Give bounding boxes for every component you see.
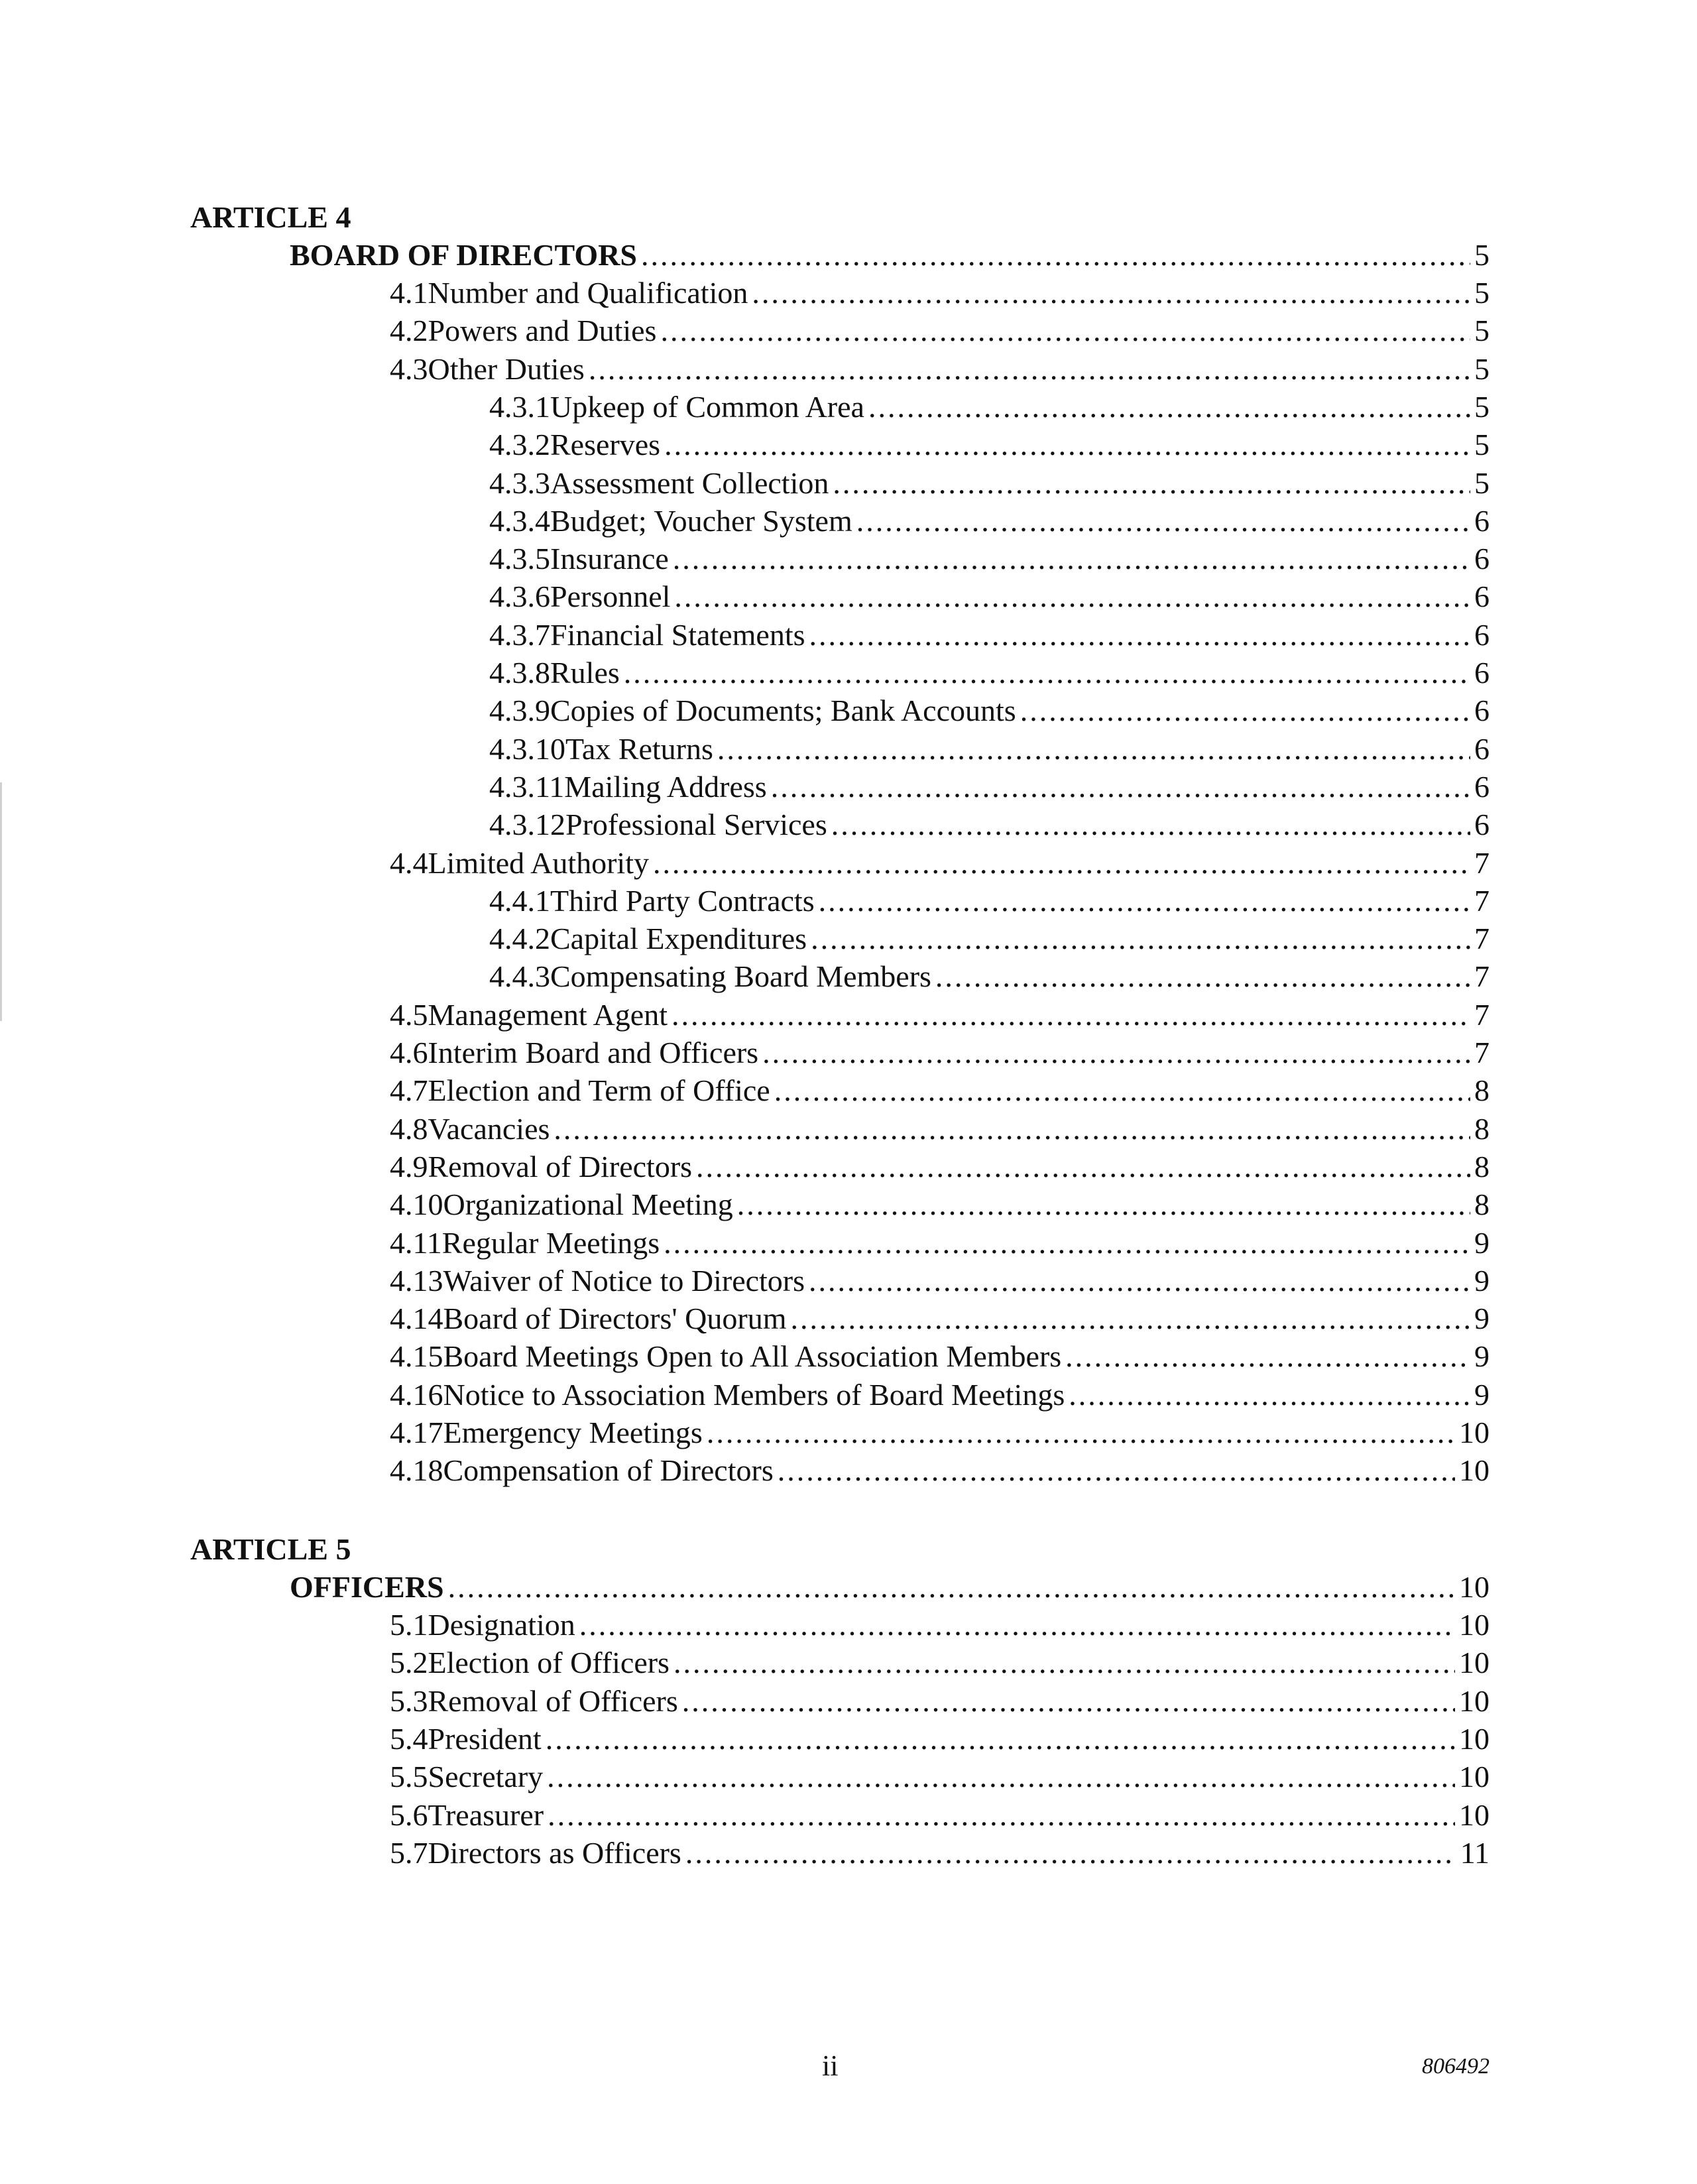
toc-entry[interactable] [390, 274, 1490, 312]
page-number: 10 [1459, 1722, 1490, 1756]
dot-leader [856, 502, 1470, 540]
dot-leader [653, 844, 1470, 882]
toc-entry[interactable] [390, 1720, 1490, 1758]
page-number: 6 [1474, 808, 1490, 841]
section-number: 4.4.1 [489, 884, 550, 918]
dot-leader [589, 350, 1470, 388]
section-title: Number and Qualification [428, 276, 748, 310]
dot-leader [579, 1606, 1455, 1644]
toc-entry[interactable] [390, 654, 1490, 692]
dot-leader [660, 312, 1470, 349]
dot-leader [737, 1185, 1470, 1223]
page-number: 10 [1459, 1798, 1490, 1832]
section-number: 4.4 [390, 846, 428, 880]
page-number: 7 [1474, 846, 1490, 880]
section-number: 4.3.11 [489, 770, 565, 804]
dot-leader [682, 1682, 1455, 1720]
dot-leader [868, 388, 1470, 426]
page-number: 7 [1474, 884, 1490, 918]
section-number: 4.3.2 [489, 428, 550, 461]
section-title: Regular Meetings [441, 1226, 660, 1260]
page-number: 6 [1474, 770, 1490, 804]
article-4-title: BOARD OF DIRECTORS [290, 238, 637, 272]
section-number: 4.16 [390, 1378, 443, 1412]
toc-entry[interactable] [390, 1071, 1490, 1109]
toc-entry[interactable] [390, 616, 1490, 654]
article-4-heading: ARTICLE 4 [190, 200, 351, 234]
section-title: Financial Statements [550, 618, 805, 652]
section-title: Third Party Contracts [550, 884, 815, 918]
dot-leader [791, 1300, 1471, 1337]
toc-entry[interactable] [390, 540, 1490, 577]
section-number: 4.14 [390, 1302, 443, 1335]
dot-leader [685, 1834, 1456, 1872]
section-title: Other Duties [428, 352, 585, 386]
dot-leader [673, 540, 1470, 577]
section-title: Waiver of Notice to Directors [443, 1264, 805, 1298]
section-number: 4.5 [390, 998, 428, 1032]
section-number: 4.3.10 [489, 732, 565, 766]
page-number: 8 [1474, 1112, 1490, 1146]
dot-leader [641, 236, 1470, 274]
page-number: 5 [1474, 352, 1490, 386]
page-number: 6 [1474, 504, 1490, 538]
page-number: 7 [1474, 998, 1490, 1032]
section-title: Designation [428, 1608, 575, 1642]
toc-entry[interactable] [390, 1185, 1490, 1223]
dot-leader [674, 577, 1470, 615]
article-4-title-row[interactable] [290, 236, 1490, 274]
section-title: Capital Expenditures [550, 922, 807, 955]
article-5-title-row[interactable] [290, 1568, 1490, 1606]
dot-leader [833, 464, 1470, 502]
section-title: Mailing Address [564, 770, 767, 804]
toc-entry[interactable] [390, 1758, 1490, 1795]
section-number: 4.10 [390, 1187, 443, 1221]
section-number: 4.18 [390, 1453, 443, 1487]
section-number: 4.3.3 [489, 466, 550, 500]
page-number: 11 [1460, 1836, 1490, 1870]
toc-entry[interactable] [390, 1644, 1490, 1681]
page-number: 10 [1459, 1416, 1490, 1449]
dot-leader [819, 882, 1470, 920]
footer-document-number: 806492 [1422, 2054, 1490, 2079]
dot-leader [771, 768, 1470, 806]
article-5-title: OFFICERS [290, 1570, 444, 1604]
page-number: 9 [1474, 1378, 1490, 1412]
section-title: Vacancies [428, 1112, 550, 1146]
page-number: 6 [1474, 694, 1490, 727]
page-number: 7 [1474, 959, 1490, 993]
section-number: 4.3.4 [489, 504, 550, 538]
page-number: 5 [1474, 238, 1490, 272]
page-number: 6 [1474, 618, 1490, 652]
scan-edge-mark [0, 782, 2, 1021]
toc-entry[interactable] [390, 844, 1490, 882]
section-title: Assessment Collection [550, 466, 829, 500]
section-number: 4.3.8 [489, 656, 550, 690]
section-number: 4.17 [390, 1416, 443, 1449]
dot-leader [672, 996, 1470, 1034]
section-number: 5.2 [390, 1646, 428, 1679]
section-title: Interim Board and Officers [428, 1036, 759, 1069]
section-title: Insurance [550, 542, 669, 576]
toc-entry[interactable] [390, 1796, 1490, 1834]
section-title: Tax Returns [565, 732, 713, 766]
section-number: 4.3.12 [489, 808, 565, 841]
toc-entry[interactable] [390, 806, 1490, 843]
footer-page-number: ii [822, 2049, 839, 2082]
page-number: 7 [1474, 1036, 1490, 1069]
page-number: 10 [1459, 1453, 1490, 1487]
section-title: Professional Services [565, 808, 827, 841]
toc-entry[interactable] [390, 1414, 1490, 1451]
section-title: Emergency Meetings [443, 1416, 703, 1449]
dot-leader [831, 806, 1470, 843]
section-number: 4.3.9 [489, 694, 550, 727]
section-number: 4.9 [390, 1150, 428, 1183]
dot-leader [547, 1758, 1455, 1795]
dot-leader [1065, 1337, 1470, 1375]
section-title: Personnel [550, 579, 671, 613]
toc-entry[interactable] [390, 1682, 1490, 1720]
section-title: Removal of Officers [428, 1684, 678, 1718]
section-title: Election of Officers [428, 1646, 670, 1679]
toc-entry[interactable] [390, 1376, 1490, 1414]
section-number: 4.3.7 [489, 618, 550, 652]
section-title: Rules [550, 656, 620, 690]
dot-leader [664, 426, 1470, 463]
section-title: Board Meetings Open to All Association Members [443, 1339, 1062, 1373]
page-number: 9 [1474, 1339, 1490, 1373]
toc-entry[interactable] [390, 1110, 1490, 1148]
section-number: 4.13 [390, 1264, 443, 1298]
toc-entry[interactable] [390, 692, 1490, 729]
toc-entry[interactable] [390, 957, 1490, 995]
section-title: Copies of Documents; Bank Accounts [550, 694, 1016, 727]
section-title: Compensation of Directors [443, 1453, 774, 1487]
section-title: Board of Directors' Quorum [443, 1302, 787, 1335]
toc-entry[interactable] [390, 350, 1490, 388]
toc-entry[interactable] [390, 312, 1490, 349]
page-number: 9 [1474, 1264, 1490, 1298]
section-number: 5.7 [390, 1836, 428, 1870]
dot-leader [752, 274, 1470, 312]
page-number: 5 [1474, 466, 1490, 500]
page-number: 6 [1474, 656, 1490, 690]
dot-leader [673, 1644, 1455, 1681]
page-number: 9 [1474, 1226, 1490, 1260]
section-title: Compensating Board Members [550, 959, 931, 993]
toc-entry[interactable] [390, 1224, 1490, 1262]
section-title: Powers and Duties [428, 314, 657, 347]
dot-leader [762, 1034, 1470, 1071]
section-title: Removal of Directors [428, 1150, 693, 1183]
section-number: 5.4 [390, 1722, 428, 1756]
section-number: 4.2 [390, 314, 428, 347]
section-number: 4.3.6 [489, 579, 550, 613]
toc-entry[interactable] [390, 882, 1490, 920]
page-number: 7 [1474, 922, 1490, 955]
section-title: Election and Term of Office [428, 1073, 770, 1107]
page-number: 8 [1474, 1150, 1490, 1183]
page-number: 10 [1459, 1760, 1490, 1793]
dot-leader [546, 1720, 1455, 1758]
toc-entry[interactable] [390, 730, 1490, 768]
dot-leader [696, 1148, 1470, 1185]
section-number: 4.15 [390, 1339, 443, 1373]
section-title: Limited Authority [428, 846, 649, 880]
section-number: 4.3 [390, 352, 428, 386]
section-title: President [428, 1722, 542, 1756]
dot-leader [1020, 692, 1470, 729]
dot-leader [935, 957, 1470, 995]
dot-leader [664, 1224, 1470, 1262]
page-number: 10 [1459, 1684, 1490, 1718]
toc-entry[interactable] [390, 768, 1490, 806]
page-number: 8 [1474, 1073, 1490, 1107]
dot-leader [1069, 1376, 1470, 1414]
dot-leader [809, 1262, 1470, 1300]
section-number: 4.7 [390, 1073, 428, 1107]
dot-leader [707, 1414, 1455, 1451]
page-number: 5 [1474, 276, 1490, 310]
section-number: 4.6 [390, 1036, 428, 1069]
dot-leader [809, 616, 1470, 654]
page-number: 10 [1459, 1608, 1490, 1642]
toc-entry[interactable] [390, 920, 1490, 957]
toc-entry[interactable] [390, 577, 1490, 615]
toc-entry[interactable] [390, 388, 1490, 426]
section-number: 4.1 [390, 276, 428, 310]
toc-entry[interactable] [390, 502, 1490, 540]
dot-leader [774, 1071, 1470, 1109]
page-number: 6 [1474, 542, 1490, 576]
toc-entry[interactable] [390, 1300, 1490, 1337]
dot-leader [778, 1451, 1455, 1489]
dot-leader [717, 730, 1470, 768]
section-title: Management Agent [428, 998, 668, 1032]
section-title: Reserves [550, 428, 661, 461]
page-number: 10 [1459, 1646, 1490, 1679]
section-title: Secretary [428, 1760, 544, 1793]
page-number: 10 [1459, 1570, 1490, 1604]
section-title: Budget; Voucher System [550, 504, 852, 538]
section-number: 4.3.5 [489, 542, 550, 576]
toc-entry[interactable] [390, 1834, 1490, 1872]
page-number: 5 [1474, 428, 1490, 461]
section-number: 5.1 [390, 1608, 428, 1642]
section-title: Upkeep of Common Area [550, 390, 864, 424]
section-number: 5.5 [390, 1760, 428, 1793]
dot-leader [624, 654, 1470, 692]
toc-entry[interactable] [390, 426, 1490, 463]
toc-entry[interactable] [390, 1606, 1490, 1644]
section-number: 4.4.3 [489, 959, 550, 993]
toc-entry[interactable] [390, 996, 1490, 1034]
toc-entry[interactable] [390, 1148, 1490, 1185]
section-number: 5.3 [390, 1684, 428, 1718]
page-number: 6 [1474, 732, 1490, 766]
page-number: 8 [1474, 1187, 1490, 1221]
section-title: Organizational Meeting [443, 1187, 733, 1221]
toc-entry[interactable] [390, 464, 1490, 502]
dot-leader [811, 920, 1470, 957]
section-title: Directors as Officers [428, 1836, 681, 1870]
toc-entry[interactable] [390, 1262, 1490, 1300]
page-number: 6 [1474, 579, 1490, 613]
page-number: 9 [1474, 1302, 1490, 1335]
toc-entry[interactable] [390, 1451, 1490, 1489]
section-number: 5.6 [390, 1798, 428, 1832]
article-5-heading: ARTICLE 5 [190, 1532, 351, 1566]
section-number: 4.8 [390, 1112, 428, 1146]
section-number: 4.11 [390, 1226, 442, 1260]
toc-entry[interactable] [390, 1337, 1490, 1375]
dot-leader [448, 1568, 1455, 1606]
section-number: 4.3.1 [489, 390, 550, 424]
dot-leader [548, 1796, 1455, 1834]
toc-entry[interactable] [390, 1034, 1490, 1071]
page-number: 5 [1474, 314, 1490, 347]
page-number: 5 [1474, 390, 1490, 424]
section-title: Treasurer [428, 1798, 544, 1832]
section-title: Notice to Association Members of Board Meetings [443, 1378, 1065, 1412]
dot-leader [554, 1110, 1470, 1148]
section-number: 4.4.2 [489, 922, 550, 955]
